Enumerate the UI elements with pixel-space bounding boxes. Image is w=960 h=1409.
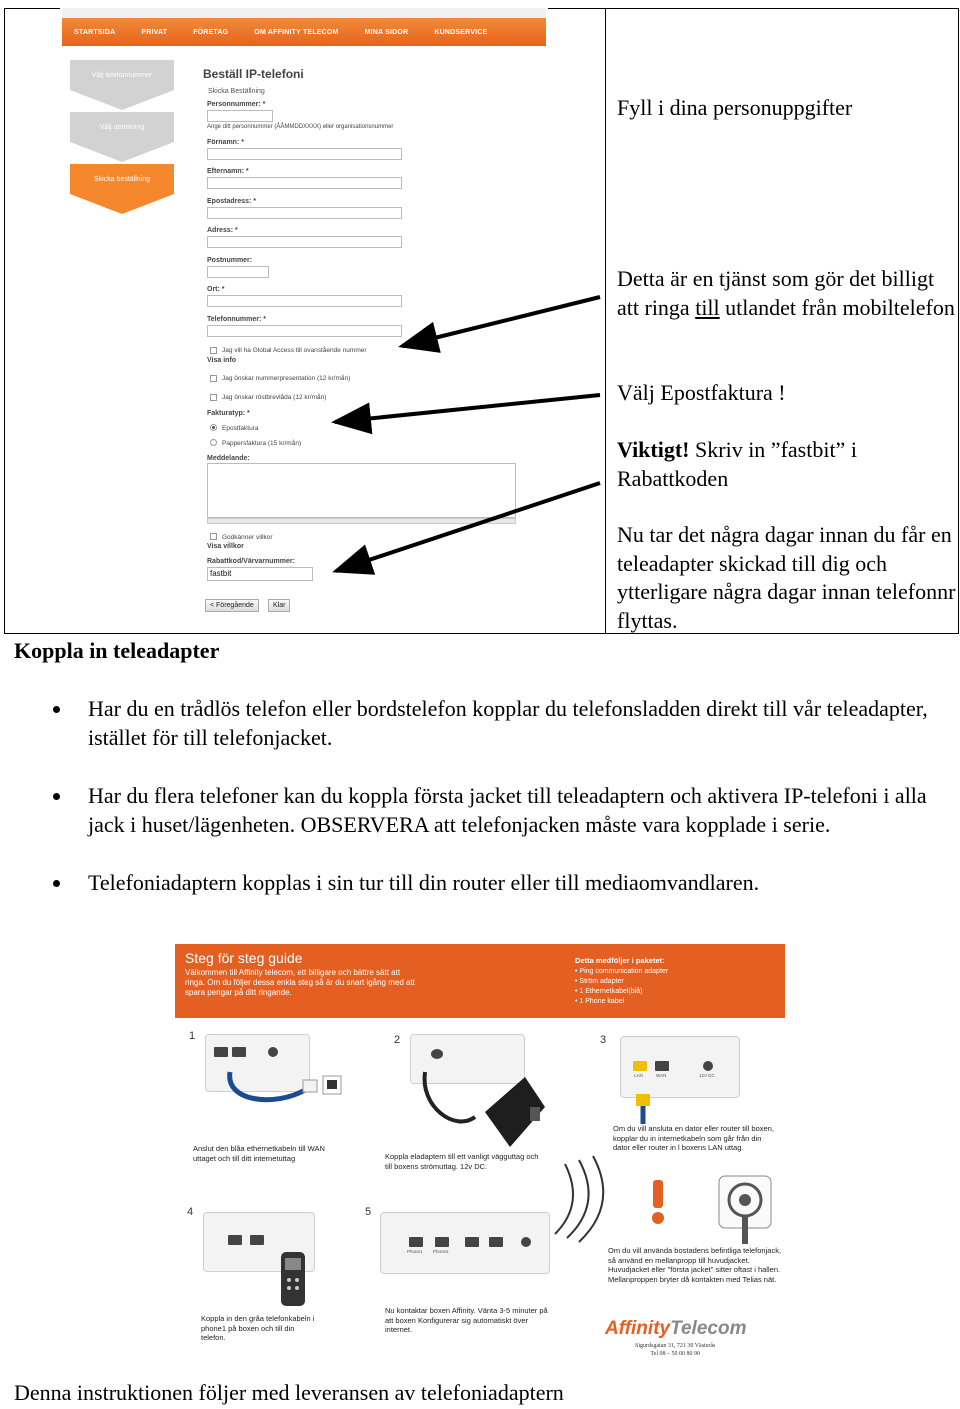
wan-port-icon bbox=[489, 1237, 503, 1247]
step-number: 3 bbox=[600, 1034, 607, 1046]
list-item: Har du flera telefoner kan du koppla första jacket till teleadaptern och aktivera IP-telefoni i alla jack i huset/lägenheten. OBSERVERA att telefonjacken måste vara kopplade i serie. bbox=[50, 782, 930, 839]
step-arrow bbox=[70, 142, 174, 162]
wan-port-icon bbox=[655, 1061, 669, 1071]
step-number: 2 bbox=[394, 1034, 401, 1046]
pappersfaktura-radio[interactable] bbox=[210, 439, 217, 446]
text-global-access bbox=[617, 265, 957, 322]
power-port-icon bbox=[268, 1047, 278, 1057]
step-choose-equipment bbox=[70, 112, 174, 164]
villkor-checkbox[interactable] bbox=[210, 533, 217, 540]
lan-cable-icon bbox=[630, 1094, 660, 1124]
step-caption: Nu kontaktar boxen Affinity. Vänta 3-5 minuter på att boxen Konfigurerar sig automatiskt över internet. bbox=[385, 1306, 548, 1334]
step-label: Välj telefonnummer bbox=[70, 60, 174, 90]
textarea-scrollbar[interactable] bbox=[207, 518, 516, 524]
phone1-port-icon bbox=[228, 1235, 242, 1245]
postnummer-input[interactable] bbox=[207, 266, 269, 278]
label-adress: Adress: * bbox=[207, 227, 238, 234]
text-part: utlandet från mobiltelefon bbox=[719, 294, 955, 320]
power-port-icon bbox=[431, 1049, 443, 1059]
personnummer-hint: Ange ditt personnummer (ÅÅMMDDXXXX) eller organisationsnummer bbox=[207, 124, 394, 130]
step-send-order bbox=[70, 164, 174, 216]
rabattkod-input[interactable]: fastbit bbox=[207, 567, 313, 581]
table-border-middle bbox=[605, 8, 606, 634]
global-access-checkbox[interactable] bbox=[210, 347, 217, 354]
step-label: Välj utrustning bbox=[70, 112, 174, 142]
lan-port-icon bbox=[214, 1047, 228, 1057]
ort-input[interactable] bbox=[207, 295, 402, 307]
form-title: Beställ IP-telefoni bbox=[203, 67, 304, 81]
company-address bbox=[635, 1342, 715, 1358]
power-port-icon bbox=[521, 1237, 531, 1247]
label-personnummer: Personnummer: * bbox=[207, 101, 266, 108]
step-number: 5 bbox=[365, 1206, 372, 1218]
table-border-right bbox=[958, 8, 959, 634]
epostfaktura-label: Epostfaktura bbox=[222, 425, 259, 432]
wireless-signal-icon bbox=[545, 1154, 615, 1244]
text-part: Detta är en tjänst som gör det billigt att ringa bbox=[617, 266, 935, 320]
step-label: Skicka beställning bbox=[70, 164, 174, 194]
list-item: Telefoniadaptern kopplas i sin tur till din router eller till mediaomvandlaren. bbox=[50, 869, 930, 898]
header-strip bbox=[62, 8, 546, 18]
step-caption: Anslut den blåa ethernetkabeln till WAN uttaget och till ditt internetuttag bbox=[193, 1144, 325, 1163]
lan-port-icon bbox=[633, 1061, 647, 1071]
package-item: • 1 Ethernetkabel(blå) bbox=[575, 988, 643, 995]
site-navbar bbox=[62, 18, 546, 46]
done-button[interactable]: Klar bbox=[268, 599, 290, 612]
form-subtitle: Skicka Beställning bbox=[208, 88, 265, 95]
global-access-label: Jag vill ha Global Access till ovanstående nummer bbox=[222, 347, 367, 354]
villkor-label: Godkänner villkor bbox=[222, 534, 273, 541]
label-epostadress: Epostadress: * bbox=[207, 198, 257, 205]
nav-item[interactable]: PRIVAT bbox=[141, 28, 168, 36]
guide-intro: Välkommen till Affinity telecom, ett billigare och bättre sätt att ringa. Om du följer dessa enkla steg så är du snart igång med att spara pengar på ditt ringande. bbox=[185, 968, 415, 997]
label-fornamn: Förnamn: * bbox=[207, 139, 244, 146]
guide-banner bbox=[175, 944, 785, 1018]
package-item: • Ping communication adapter bbox=[575, 968, 669, 975]
label-meddelande: Meddelande: bbox=[207, 455, 250, 462]
visa-villkor-link[interactable]: Visa villkor bbox=[207, 543, 244, 550]
address-line: Tel 08 – 50 00 80 90 bbox=[650, 1351, 700, 1357]
nummerpresentation-checkbox[interactable] bbox=[210, 375, 217, 382]
label-fakturatyp: Fakturatyp: * bbox=[207, 410, 250, 417]
step-caption: Koppla in den gråa telefonkabeln i phone1 på boxen och till din telefon. bbox=[201, 1314, 315, 1342]
phone2-port-icon bbox=[435, 1237, 449, 1247]
package-item: • 1 Phone kabel bbox=[575, 998, 625, 1005]
text-underlined: till bbox=[695, 294, 720, 320]
cordless-phone-icon bbox=[275, 1244, 315, 1309]
step-arrow bbox=[70, 194, 174, 214]
table-border-bottom-left bbox=[4, 633, 245, 634]
label-ort: Ort: * bbox=[207, 286, 225, 293]
table-border-left bbox=[4, 8, 5, 634]
epostfaktura-radio[interactable] bbox=[210, 424, 217, 431]
nav-item[interactable]: STARTSIDA bbox=[74, 28, 116, 36]
power-adapter-icon bbox=[415, 1062, 555, 1157]
nav-item[interactable]: FÖRETAG bbox=[193, 28, 229, 36]
adress-input[interactable] bbox=[207, 236, 402, 248]
wan-port-label: WAN bbox=[656, 1073, 667, 1078]
warning-exclamation-icon bbox=[639, 1176, 679, 1226]
wan-port-icon bbox=[232, 1047, 246, 1057]
text-choose-epostfaktura: Välj Epostfaktura ! bbox=[617, 380, 786, 405]
meddelande-textarea[interactable] bbox=[207, 463, 516, 518]
label-telefonnummer: Telefonnummer: * bbox=[207, 316, 266, 323]
step-choose-number bbox=[70, 60, 174, 112]
package-contents bbox=[575, 956, 668, 1007]
nav-item[interactable]: OM AFFINITY TELECOM bbox=[254, 28, 339, 36]
adapter-device-illustration bbox=[620, 1036, 740, 1098]
personnummer-input[interactable] bbox=[207, 110, 273, 122]
step-arrow bbox=[70, 90, 174, 110]
label-efternamn: Efternamn: * bbox=[207, 168, 249, 175]
order-steps bbox=[70, 60, 174, 216]
guide-title: Steg för steg guide bbox=[185, 950, 303, 966]
ethernet-cable-icon bbox=[215, 1062, 345, 1122]
label-rabattkod: Rabattkod/Värvarnummer: bbox=[207, 558, 295, 565]
previous-button[interactable]: < Föregående bbox=[205, 599, 259, 612]
instruction-list bbox=[50, 695, 930, 928]
text-delivery-info: Nu tar det några dagar innan du får en teleadapter skickad till dig och ytterligare några dagar innan telefonnr flyttas. bbox=[617, 522, 956, 633]
pappersfaktura-label: Pappersfaktura (15 kr/mån) bbox=[222, 440, 302, 447]
text-important-rest: Skriv in ”fastbit” i Rabattkoden bbox=[617, 437, 857, 491]
list-item: Har du en trådlös telefon eller bordstelefon kopplar du telefonsladden direkt till vår teleadapter, istället för till telefonjacket. bbox=[50, 695, 930, 752]
phone1-port-icon bbox=[409, 1237, 423, 1247]
section-heading: Koppla in teleadapter bbox=[14, 638, 220, 663]
step-caption: Om du vill ansluta en dator eller router till boxen, kopplar du in internetkabeln som går från din dator eller router in l boxens LAN uttag. bbox=[613, 1124, 774, 1152]
telefonnummer-input[interactable] bbox=[207, 325, 402, 337]
address-line: Sigurdsgatan 31, 721 30 Västerås bbox=[635, 1343, 716, 1349]
logo-part-b: Telecom bbox=[670, 1318, 747, 1339]
order-form-screenshot bbox=[60, 0, 548, 625]
lan-port-icon bbox=[465, 1237, 479, 1247]
power-port-icon bbox=[703, 1061, 713, 1071]
epostadress-input[interactable] bbox=[207, 207, 402, 219]
text-important-bold: Viktigt! bbox=[617, 437, 690, 462]
phone2-port-icon bbox=[250, 1235, 264, 1245]
package-item: • Ström adapter bbox=[575, 978, 624, 985]
rostbrevlada-checkbox[interactable] bbox=[210, 394, 217, 401]
visa-info-link[interactable]: Visa info bbox=[207, 357, 237, 364]
text-fill-personal: Fyll i dina personuppgifter bbox=[617, 95, 853, 120]
nummerpresentation-label: Jag önskar nummerpresentation (12 kr/mån) bbox=[222, 375, 351, 382]
footer-note: Denna instruktionen följer med leveransen av telefoniadaptern bbox=[14, 1380, 564, 1405]
step-by-step-guide-image bbox=[175, 944, 785, 1362]
dc-port-label: 12V DC bbox=[699, 1073, 715, 1078]
logo-part-a: Affinity bbox=[605, 1318, 671, 1339]
step-caption: Koppla eladaptern till ett vanligt vägguttag och till boxens strömuttag. 12v DC. bbox=[385, 1152, 539, 1171]
label-postnummer: Postnummer: bbox=[207, 257, 253, 264]
text-important bbox=[617, 436, 957, 493]
phone2-port-label: Phone2 bbox=[433, 1249, 449, 1254]
nav-item[interactable]: KUNDSERVICE bbox=[434, 28, 488, 36]
step-number: 4 bbox=[187, 1206, 194, 1218]
package-title: Detta medföljer i paketet: bbox=[575, 956, 665, 965]
step-number: 1 bbox=[189, 1030, 196, 1042]
nav-item[interactable]: MINA SIDOR bbox=[364, 28, 409, 36]
efternamn-input[interactable] bbox=[207, 177, 402, 189]
wall-socket-icon bbox=[715, 1172, 775, 1244]
fornamn-input[interactable] bbox=[207, 148, 402, 160]
phone1-port-label: Phone1 bbox=[407, 1249, 423, 1254]
affinity-telecom-logo bbox=[605, 1318, 746, 1340]
warning-caption: Om du vill använda bostadens befintliga telefonjack, så använd en mellanpropp till huvudjacket. Huvudjacket eller "första jacket" sitter oftast i hallen. Mellanproppen bryter då kontakten med Telias nät. bbox=[608, 1246, 782, 1284]
adapter-device-illustration bbox=[380, 1212, 550, 1274]
lan-port-label: LAN bbox=[634, 1073, 643, 1078]
rostbrevlada-label: Jag önskar röstbrevlåda (12 kr/mån) bbox=[222, 394, 327, 401]
